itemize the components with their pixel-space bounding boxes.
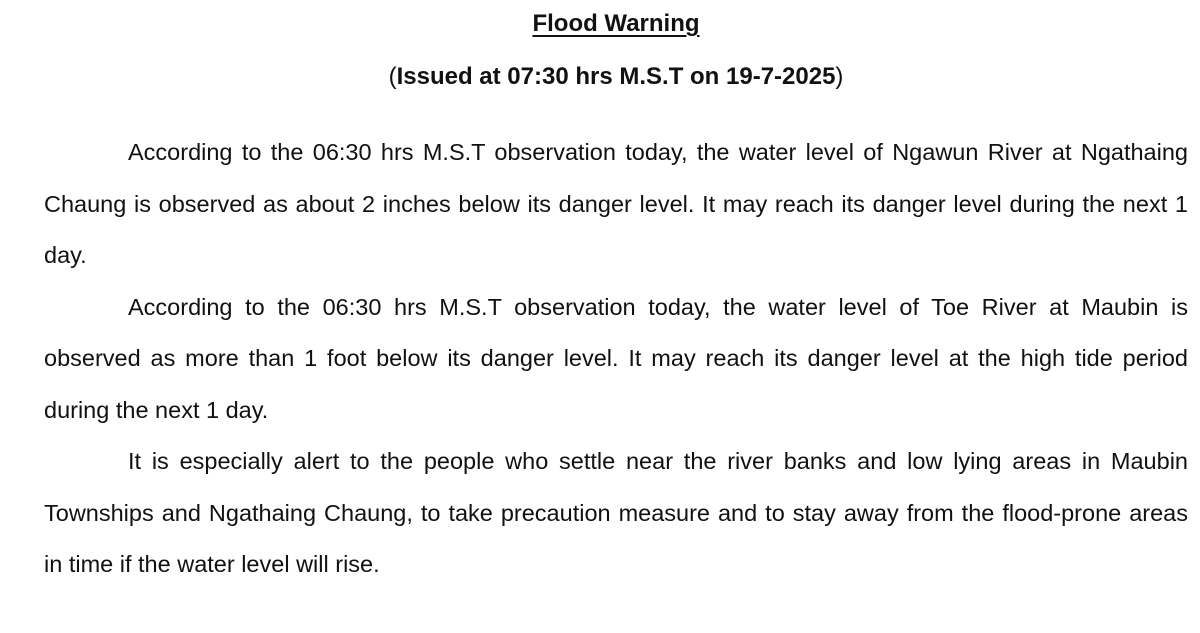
flood-warning-document <box>44 0 1188 591</box>
issued-close-paren: ) <box>835 63 844 90</box>
warning-body <box>44 127 1188 591</box>
issued-open-paren: ( <box>388 63 397 90</box>
issued-line <box>44 62 1188 92</box>
issued-text: Issued at 07:30 hrs M.S.T on 19-7-2025 <box>396 63 836 90</box>
document-title <box>44 9 1188 39</box>
document-title-text: Flood Warning <box>532 10 700 37</box>
paragraph-ngawun-river: According to the 06:30 hrs M.S.T observation today, the water level of Ngawun River at Ngathaing Chaung is observed as about 2 inches below its danger level. It may reach its danger level during the next 1 day. <box>44 139 1188 268</box>
paragraph-toe-river: According to the 06:30 hrs M.S.T observation today, the water level of Toe River at Maubin is observed as more than 1 foot below its danger level. It may reach its danger level at the high tide period during the next 1 day. <box>44 293 1188 423</box>
paragraph-alert: It is especially alert to the people who settle near the river banks and low lying areas in Maubin Townships and Ngathaing Chaung, to take precaution measure and to stay away from the flood-prone areas in time if the water level will rise. <box>44 448 1188 577</box>
